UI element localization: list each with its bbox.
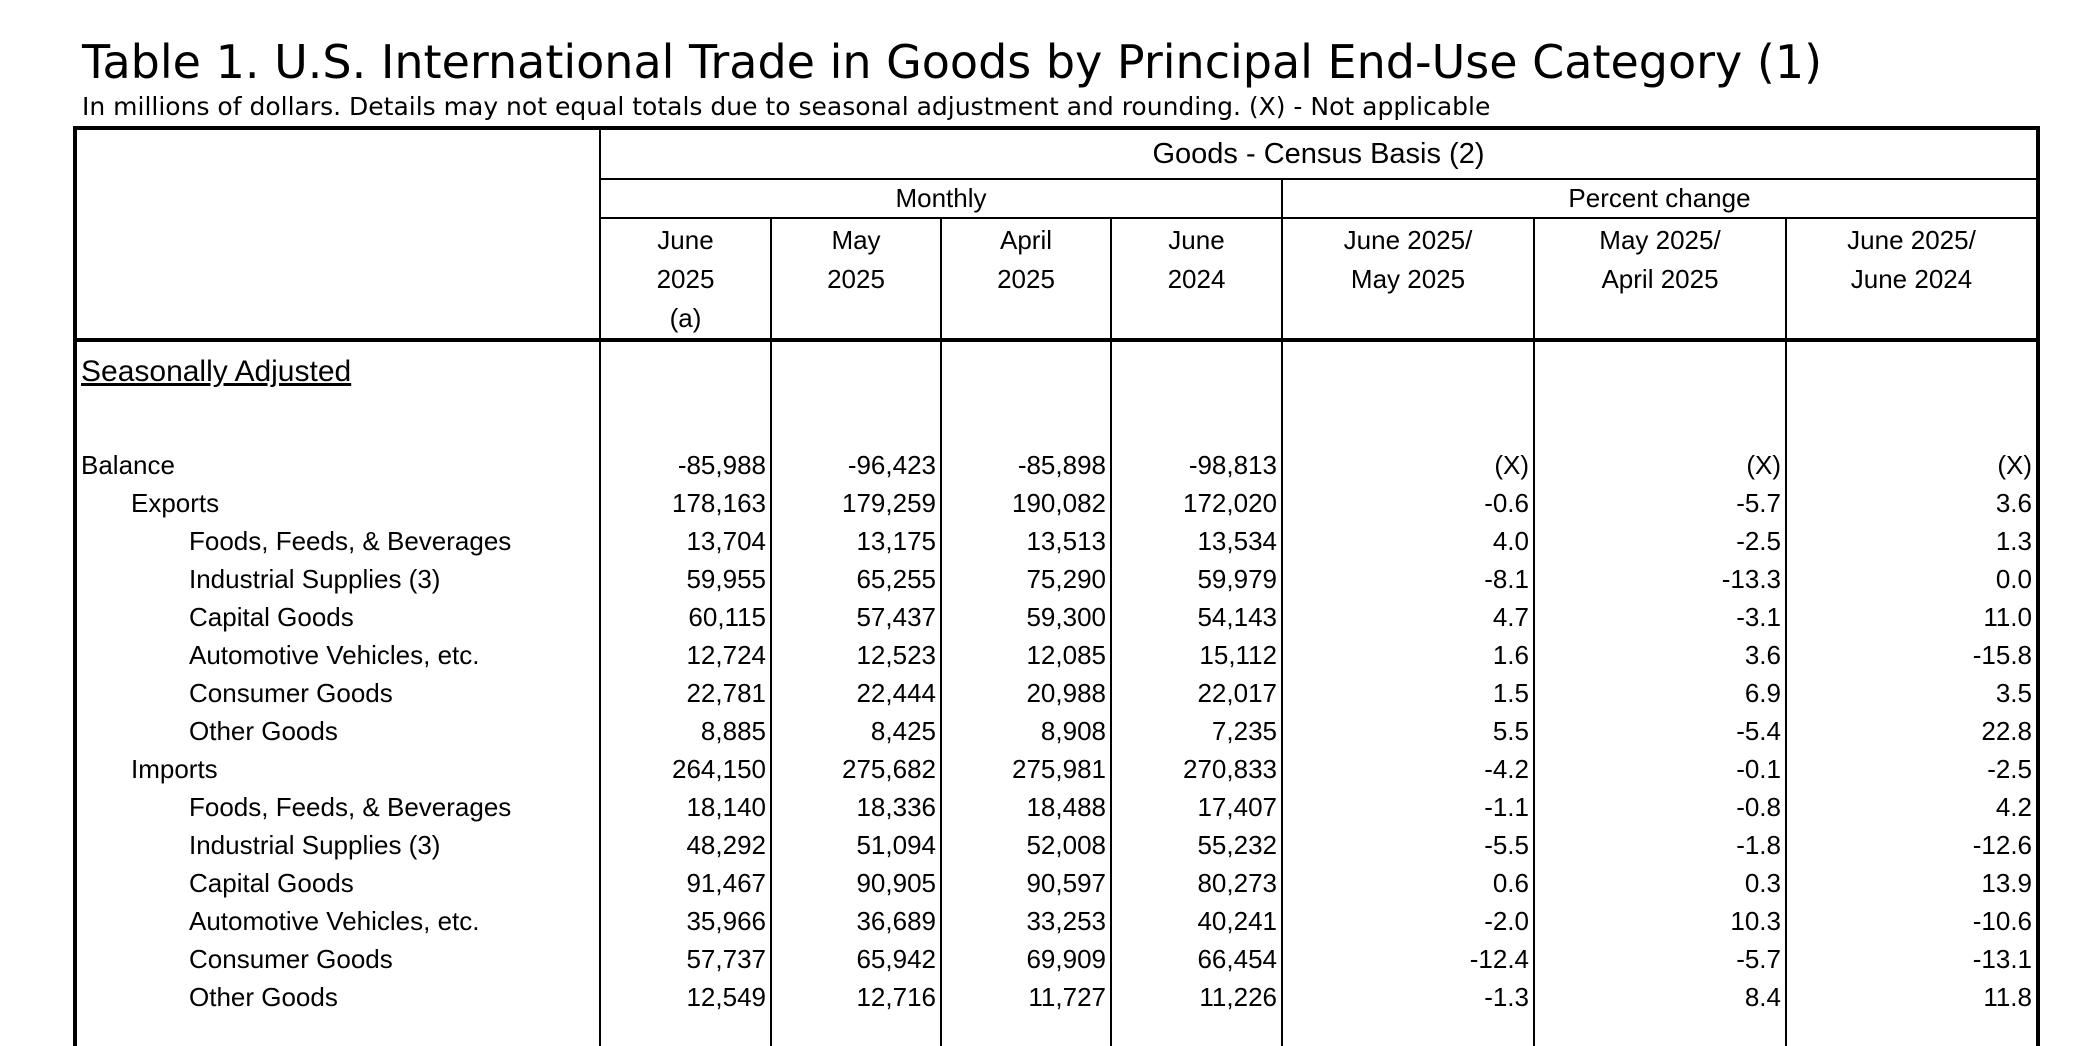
empty-cell — [600, 340, 771, 402]
empty-cell — [941, 340, 1111, 402]
value-cell: 20,988 — [941, 674, 1111, 712]
value-cell: 12,716 — [771, 978, 941, 1016]
value-cell: 13.9 — [1786, 864, 2038, 902]
value-cell: 172,020 — [1111, 484, 1282, 522]
column-header-line: June 2024 — [1850, 264, 1973, 294]
column-header-line: June — [1168, 225, 1225, 255]
value-cell: 7,235 — [1111, 712, 1282, 750]
value-cell: 18,336 — [771, 788, 941, 826]
value-cell: 1.3 — [1786, 522, 2038, 560]
value-cell: 22,781 — [600, 674, 771, 712]
trade-table — [73, 126, 2040, 1046]
value-cell: -2.5 — [1534, 522, 1786, 560]
value-cell: 12,724 — [600, 636, 771, 674]
value-cell: -2.0 — [1282, 902, 1534, 940]
value-cell: 65,255 — [771, 560, 941, 598]
empty-cell — [600, 402, 771, 446]
column-header-line: 2025 — [997, 264, 1055, 294]
value-cell: 33,253 — [941, 902, 1111, 940]
value-cell: (X) — [1282, 446, 1534, 484]
value-cell: 80,273 — [1111, 864, 1282, 902]
value-cell: -0.6 — [1282, 484, 1534, 522]
value-cell: 1.6 — [1282, 636, 1534, 674]
percent-change-header: Percent change — [1282, 179, 2038, 218]
column-header-line: (a) — [669, 303, 702, 333]
empty-cell — [1282, 1016, 1534, 1046]
value-cell: -5.4 — [1534, 712, 1786, 750]
value-cell: 18,140 — [600, 788, 771, 826]
value-cell: 90,905 — [771, 864, 941, 902]
value-cell: 36,689 — [771, 902, 941, 940]
column-header-line: May 2025/ — [1599, 225, 1721, 255]
value-cell: 55,232 — [1111, 826, 1282, 864]
value-cell: 57,437 — [771, 598, 941, 636]
value-cell: -13.1 — [1786, 940, 2038, 978]
goods-census-header: Goods - Census Basis (2) — [600, 128, 2038, 179]
value-cell: 22,017 — [1111, 674, 1282, 712]
value-cell: 66,454 — [1111, 940, 1282, 978]
table-row — [75, 636, 2038, 674]
row-label: Consumer Goods — [189, 944, 393, 974]
empty-cell — [1534, 340, 1786, 402]
column-header-line: 2024 — [1167, 264, 1226, 294]
value-cell: 178,163 — [600, 484, 771, 522]
value-cell: 13,175 — [771, 522, 941, 560]
empty-cell — [1786, 402, 2038, 446]
table-row — [75, 598, 2038, 636]
value-cell: 59,300 — [941, 598, 1111, 636]
value-cell: 22,444 — [771, 674, 941, 712]
value-cell: 8.4 — [1534, 978, 1786, 1016]
empty-cell — [941, 1016, 1111, 1046]
value-cell: 18,488 — [941, 788, 1111, 826]
empty-cell — [1111, 340, 1282, 402]
value-cell: 270,833 — [1111, 750, 1282, 788]
table-row — [75, 560, 2038, 598]
table-row — [75, 712, 2038, 750]
value-cell: -15.8 — [1786, 636, 2038, 674]
value-cell: 3.6 — [1786, 484, 2038, 522]
table-row — [75, 978, 2038, 1016]
column-header — [1282, 218, 1534, 340]
table-row — [75, 902, 2038, 940]
value-cell: 22.8 — [1786, 712, 2038, 750]
value-cell: 11,727 — [941, 978, 1111, 1016]
value-cell: 179,259 — [771, 484, 941, 522]
value-cell: -96,423 — [771, 446, 941, 484]
stub-header — [75, 128, 600, 340]
column-header-line: May 2025 — [1350, 264, 1466, 294]
value-cell: 8,425 — [771, 712, 941, 750]
value-cell: 15,112 — [1111, 636, 1282, 674]
value-cell: 90,597 — [941, 864, 1111, 902]
value-cell: -4.2 — [1282, 750, 1534, 788]
column-header-line: May — [831, 225, 881, 255]
column-header-line: April 2025 — [1601, 264, 1719, 294]
row-label: Foods, Feeds, & Beverages — [189, 792, 512, 822]
column-header — [600, 218, 771, 340]
value-cell: 48,292 — [600, 826, 771, 864]
column-header — [1111, 218, 1282, 340]
table-row — [75, 446, 2038, 484]
empty-cell — [1786, 1016, 2038, 1046]
value-cell: 8,885 — [600, 712, 771, 750]
value-cell: 11.0 — [1786, 598, 2038, 636]
value-cell: 40,241 — [1111, 902, 1282, 940]
value-cell: 12,085 — [941, 636, 1111, 674]
row-label: Consumer Goods — [189, 678, 393, 708]
value-cell: -10.6 — [1786, 902, 2038, 940]
empty-cell — [771, 1016, 941, 1046]
value-cell: 8,908 — [941, 712, 1111, 750]
row-label: Automotive Vehicles, etc. — [189, 640, 480, 670]
value-cell: -8.1 — [1282, 560, 1534, 598]
value-cell: -12.4 — [1282, 940, 1534, 978]
empty-cell — [1111, 1016, 1282, 1046]
value-cell: -85,988 — [600, 446, 771, 484]
value-cell: 17,407 — [1111, 788, 1282, 826]
value-cell: 54,143 — [1111, 598, 1282, 636]
column-header — [771, 218, 941, 340]
value-cell: 1.5 — [1282, 674, 1534, 712]
table-row — [75, 864, 2038, 902]
value-cell: 12,523 — [771, 636, 941, 674]
monthly-header: Monthly — [600, 179, 1282, 218]
value-cell: 52,008 — [941, 826, 1111, 864]
value-cell: 59,955 — [600, 560, 771, 598]
value-cell: 0.6 — [1282, 864, 1534, 902]
row-label: Industrial Supplies (3) — [189, 564, 441, 594]
value-cell: 13,534 — [1111, 522, 1282, 560]
row-label: Industrial Supplies (3) — [189, 830, 441, 860]
value-cell: 0.0 — [1786, 560, 2038, 598]
column-header — [941, 218, 1111, 340]
value-cell: 65,942 — [771, 940, 941, 978]
value-cell: (X) — [1534, 446, 1786, 484]
empty-cell — [771, 340, 941, 402]
continuation-cell — [75, 1016, 600, 1046]
table-row — [75, 674, 2038, 712]
value-cell: 10.3 — [1534, 902, 1786, 940]
empty-cell — [1534, 402, 1786, 446]
empty-cell — [1111, 402, 1282, 446]
table-title: Table 1. U.S. International Trade in Goods by Principal End-Use Category (1) — [82, 35, 1823, 89]
row-label: Capital Goods — [189, 868, 354, 898]
empty-cell — [600, 1016, 771, 1046]
value-cell: -1.3 — [1282, 978, 1534, 1016]
value-cell: -13.3 — [1534, 560, 1786, 598]
value-cell: -85,898 — [941, 446, 1111, 484]
table-row — [75, 750, 2038, 788]
row-label: Balance — [81, 450, 175, 480]
empty-cell — [771, 402, 941, 446]
value-cell: 190,082 — [941, 484, 1111, 522]
value-cell: 59,979 — [1111, 560, 1282, 598]
value-cell: (X) — [1786, 446, 2038, 484]
value-cell: 275,981 — [941, 750, 1111, 788]
value-cell: -3.1 — [1534, 598, 1786, 636]
value-cell: 12,549 — [600, 978, 771, 1016]
value-cell: 11.8 — [1786, 978, 2038, 1016]
table-row — [75, 826, 2038, 864]
value-cell: 69,909 — [941, 940, 1111, 978]
column-header-line: June 2025/ — [1343, 225, 1473, 255]
row-label: Imports — [131, 754, 218, 784]
value-cell: 91,467 — [600, 864, 771, 902]
column-header-line: 2025 — [656, 264, 715, 294]
empty-cell — [941, 402, 1111, 446]
row-label: Other Goods — [189, 716, 338, 746]
value-cell: 4.7 — [1282, 598, 1534, 636]
value-cell: 0.3 — [1534, 864, 1786, 902]
value-cell: -0.8 — [1534, 788, 1786, 826]
empty-cell — [1786, 340, 2038, 402]
spacer-row — [75, 402, 2038, 446]
row-label: Foods, Feeds, & Beverages — [189, 526, 512, 556]
value-cell: -0.1 — [1534, 750, 1786, 788]
value-cell: 13,704 — [600, 522, 771, 560]
table-row — [75, 788, 2038, 826]
value-cell: 6.9 — [1534, 674, 1786, 712]
value-cell: 11,226 — [1111, 978, 1282, 1016]
column-header-line: June 2025/ — [1847, 225, 1976, 255]
table-subtitle: In millions of dollars. Details may not equal totals due to seasonal adjustment and rounding. (X) - Not applicable — [82, 92, 1491, 121]
row-label: Capital Goods — [189, 602, 354, 632]
row-label: Exports — [131, 488, 220, 518]
table-row — [75, 484, 2038, 522]
value-cell: 57,737 — [600, 940, 771, 978]
spacer-cell — [75, 402, 600, 446]
value-cell: 51,094 — [771, 826, 941, 864]
value-cell: 3.5 — [1786, 674, 2038, 712]
column-header — [1786, 218, 2038, 340]
value-cell: 4.0 — [1282, 522, 1534, 560]
value-cell: 3.6 — [1534, 636, 1786, 674]
value-cell: -98,813 — [1111, 446, 1282, 484]
value-cell: -5.5 — [1282, 826, 1534, 864]
value-cell: -5.7 — [1534, 940, 1786, 978]
column-header-line: 2025 — [827, 264, 885, 294]
column-header-line: April — [999, 225, 1052, 255]
section-label: Seasonally Adjusted — [81, 355, 352, 388]
section-row — [75, 340, 2038, 402]
value-cell: -1.8 — [1534, 826, 1786, 864]
value-cell: 4.2 — [1786, 788, 2038, 826]
table-row — [75, 940, 2038, 978]
table-row — [75, 522, 2038, 560]
value-cell: -2.5 — [1786, 750, 2038, 788]
value-cell: 264,150 — [600, 750, 771, 788]
empty-cell — [1282, 340, 1534, 402]
value-cell: -12.6 — [1786, 826, 2038, 864]
value-cell: -1.1 — [1282, 788, 1534, 826]
column-header — [1534, 218, 1786, 340]
value-cell: 60,115 — [600, 598, 771, 636]
value-cell: 5.5 — [1282, 712, 1534, 750]
empty-cell — [1282, 402, 1534, 446]
empty-cell — [1534, 1016, 1786, 1046]
value-cell: -5.7 — [1534, 484, 1786, 522]
row-label: Automotive Vehicles, etc. — [189, 906, 480, 936]
value-cell: 35,966 — [600, 902, 771, 940]
value-cell: 275,682 — [771, 750, 941, 788]
row-label: Other Goods — [189, 982, 338, 1012]
value-cell: 75,290 — [941, 560, 1111, 598]
continuation-row — [75, 1016, 2038, 1046]
column-header-line: June — [657, 225, 714, 255]
value-cell: 13,513 — [941, 522, 1111, 560]
